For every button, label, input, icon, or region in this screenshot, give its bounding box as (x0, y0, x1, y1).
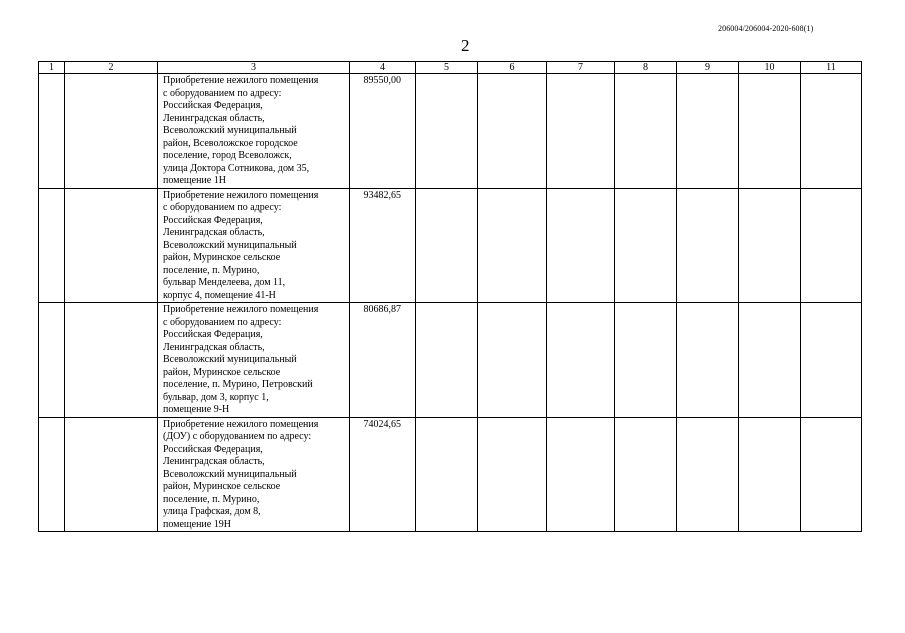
cell-col2 (65, 303, 158, 418)
cell-col2 (65, 74, 158, 189)
empty-cell (739, 417, 801, 532)
empty-cell (615, 417, 677, 532)
empty-cell (801, 417, 862, 532)
empty-cell (677, 303, 739, 418)
row-description: Приобретение нежилого помещения с оборудованием по адресу: Российская Федерация, Ленинградская область, Всеволожский муниципальный район, Муринское сельское поселение, п. Мурино, бульвар Менделеева, дом 11, корпус 4, помещение 41-Н (158, 188, 350, 303)
table-row (39, 417, 862, 532)
column-header: 1 (39, 62, 65, 74)
empty-cell (547, 417, 615, 532)
page-number: 2 (461, 36, 470, 55)
column-header: 5 (416, 62, 478, 74)
column-header: 4 (350, 62, 416, 74)
budget-table (38, 61, 862, 532)
empty-cell (478, 74, 547, 189)
table-row (39, 74, 862, 189)
empty-cell (801, 74, 862, 189)
empty-cell (547, 303, 615, 418)
empty-cell (416, 417, 478, 532)
empty-cell (615, 188, 677, 303)
row-amount: 89550,00 (350, 74, 416, 189)
column-header: 6 (478, 62, 547, 74)
table-row (39, 303, 862, 418)
empty-cell (615, 303, 677, 418)
cell-col1 (39, 74, 65, 189)
table-row (39, 188, 862, 303)
empty-cell (416, 303, 478, 418)
row-amount: 80686,87 (350, 303, 416, 418)
column-header: 10 (739, 62, 801, 74)
empty-cell (801, 303, 862, 418)
column-header: 9 (677, 62, 739, 74)
empty-cell (677, 417, 739, 532)
empty-cell (478, 417, 547, 532)
row-description: Приобретение нежилого помещения (ДОУ) с оборудованием по адресу: Российская Федерация, Ленинградская область, Всеволожский муниципальный район, Муринское сельское поселение, п. Мурино, улица Графская, дом 8, помещение 19Н (158, 417, 350, 532)
row-amount: 74024,65 (350, 417, 416, 532)
empty-cell (677, 74, 739, 189)
empty-cell (416, 74, 478, 189)
column-header: 11 (801, 62, 862, 74)
cell-col1 (39, 417, 65, 532)
empty-cell (547, 188, 615, 303)
empty-cell (478, 188, 547, 303)
row-description: Приобретение нежилого помещения с оборудованием по адресу: Российская Федерация, Ленинградская область, Всеволожский муниципальный район, Всеволожское городское поселение, город Всеволожск, улица Доктора Сотникова, дом 35, помещение 1Н (158, 74, 350, 189)
column-header: 3 (158, 62, 350, 74)
table-header-row (39, 62, 862, 74)
empty-cell (677, 188, 739, 303)
row-amount: 93482,65 (350, 188, 416, 303)
column-header: 2 (65, 62, 158, 74)
cell-col1 (39, 188, 65, 303)
empty-cell (547, 74, 615, 189)
empty-cell (416, 188, 478, 303)
column-header: 8 (615, 62, 677, 74)
empty-cell (801, 188, 862, 303)
empty-cell (739, 188, 801, 303)
column-header: 7 (547, 62, 615, 74)
cell-col2 (65, 417, 158, 532)
document-id: 206004/206004-2020-608(1) (718, 24, 814, 33)
empty-cell (478, 303, 547, 418)
empty-cell (615, 74, 677, 189)
empty-cell (739, 74, 801, 189)
cell-col1 (39, 303, 65, 418)
empty-cell (739, 303, 801, 418)
cell-col2 (65, 188, 158, 303)
row-description: Приобретение нежилого помещения с оборудованием по адресу: Российская Федерация, Ленинградская область, Всеволожский муниципальный район, Муринское сельское поселение, п. Мурино, Петровский бульвар, дом 3, корпус 1, помещение 9-Н (158, 303, 350, 418)
